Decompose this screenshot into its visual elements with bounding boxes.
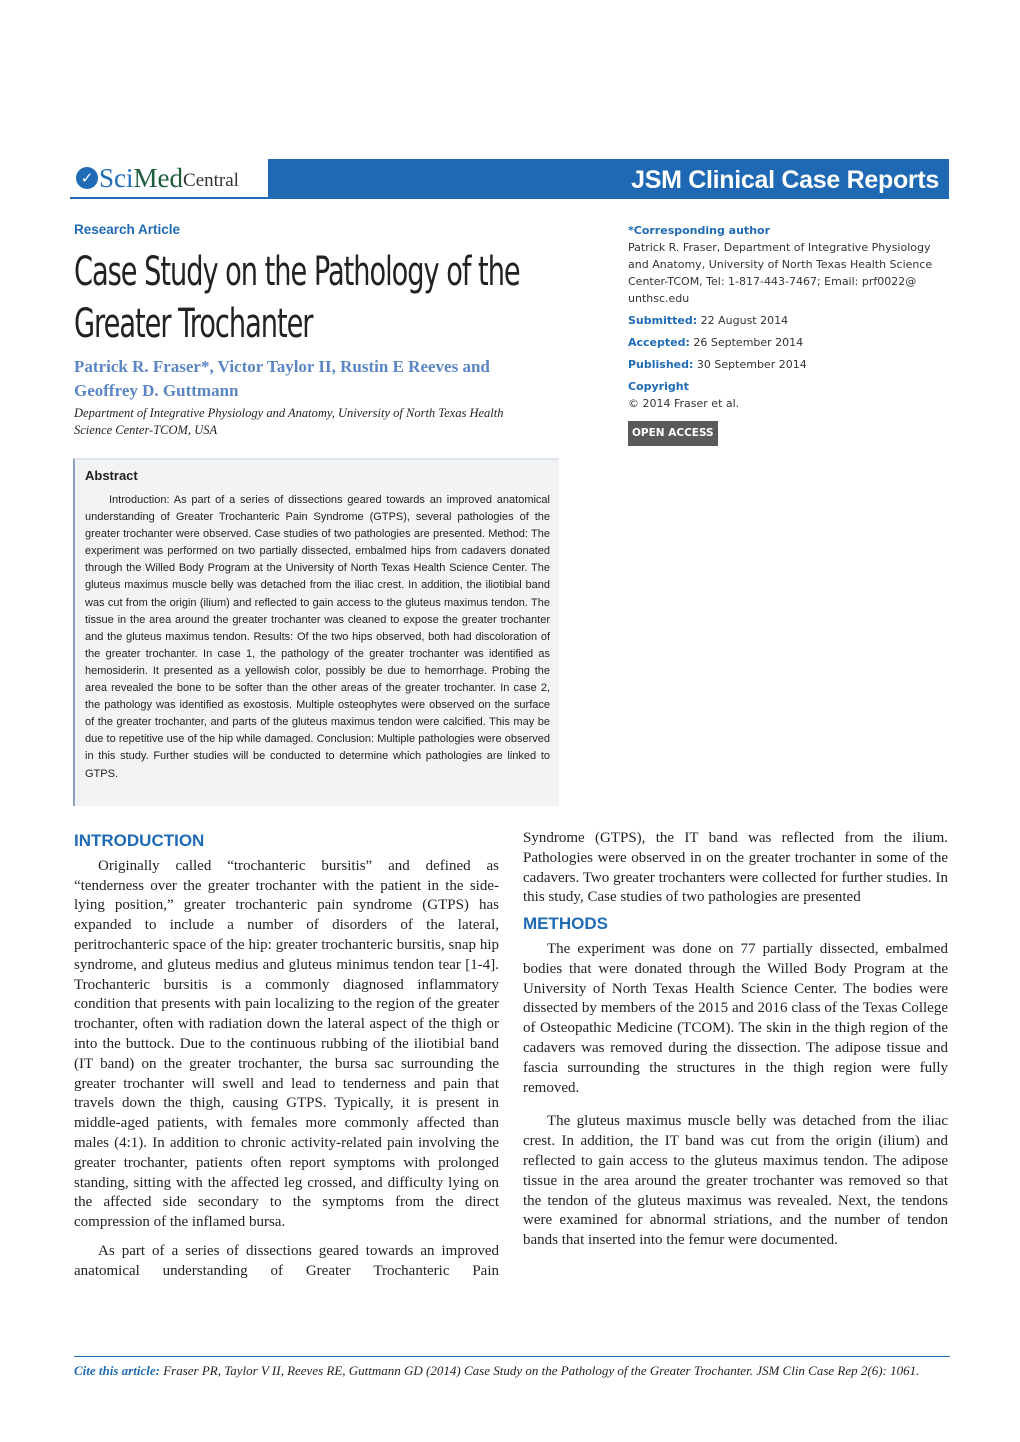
methods-paragraph-1: The experiment was done on 77 partially dissected, embalmed bodies that were donated through the Willed Body Program at the University of North Texas Health Science Center. The bodies were dissected by members of the 2015 and 2016 class of the Texas College of Osteopathic Medicine (TCOM). The skin in the thigh region of the cadavers was removed during the dissection. The adipose tissue and fascia surrounding the structures in the thigh region were fully removed. <box>523 940 948 1096</box>
authors: Patrick R. Fraser*, Victor Taylor II, Rustin E Reeves and Geoffrey D. Guttmann <box>74 357 490 400</box>
article-info-sidebar <box>628 222 953 446</box>
accepted-date <box>628 334 953 351</box>
citation-label: Cite this article: <box>74 1363 160 1378</box>
abstract-box <box>73 458 559 806</box>
right-column <box>523 829 948 1260</box>
affiliation: Department of Integrative Physiology and Anatomy, University of North Texas Health Science Center-TCOM, USA <box>74 406 504 437</box>
copyright-text: © 2014 Fraser et al. <box>628 397 740 410</box>
intro-paragraph-2-end: Syndrome (GTPS), the IT band was reflected from the ilium. Pathologies were observed in on the greater trochanter in some of the cadavers. Two greater trochanters were collected for further studies. In this study, Case studies of two pathologies are presented <box>523 830 948 906</box>
check-icon: ✓ <box>76 167 98 189</box>
introduction-heading: INTRODUCTION <box>74 831 205 850</box>
intro-paragraph-1: Originally called “trochanteric bursitis” and defined as “tenderness over the greater trochanter with the patient in the side-lying position,” greater trochanteric pain syndrome (GTPS) has expanded to include a number of disorders of the lateral, peritrochanteric space of the hip: greater trochanteric bursitis, snap hip syndrome, and gluteus medius and gluteus minimus tendon tear [1-4]. Trochanteric bursitis is a commonly diagnosed inflammatory condition that presents with pain localizing to the region of the greater trochanter, often with radiation down the lateral aspect of the thigh or into the buttock. Due to the continuous rubbing of the iliotibial band (IT band) on the greater trochanter, the bursa sac surrounding the greater trochanter will swell and lead to tenderness and pain that travels down the thigh, causing GTPS. Typically, it is present in middle-aged patients, with females more commonly affected than males (4:1). In addition to chronic activity-related pain involving the greater trochanter, patients often report symptoms with prolonged standing, sitting with the affected leg crossed, and difficulty lying on the affected side secondary to the symptoms from the direct compression of the inflamed bursa. <box>74 857 499 1231</box>
publisher-logo: ✓ Sci Med Central <box>70 159 268 199</box>
abstract-text: Introduction: As part of a series of dissections geared towards an improved anatomical understanding of Greater Trochanteric Pain Syndrome (GTPS), several pathologies of the greater trochanter were observed. Case studies of two pathologies are presented. Method: The experiment was performed on two partially dissected, embalmed hips from cadavers donated through the Willed Body Program at the University of North Texas Health Science Center. The gluteus maximus muscle belly was detached from the iliac crest. In addition, the iliotibial band was cut from the origin (ilium) and reflected to gain access to the gluteus maximus tendon. The tissue in the area around the greater trochanter was cleaned to expose the greater trochanter and the gluteus maximus tendon. Results: Of the two hips observed, both had discoloration of the greater trochanter. In case 1, the pathology of the greater trochanter was identified as hemosiderin. It presented as a yellowish color, possibly be due to hemorrhage. Probing the area revealed the bone to be softer than the other areas of the greater trochanter. In case 2, the pathology was identified as exostosis. Multiple osteophytes were observed on the surface of the greater trochanter, and parts of the gluteus maximus tendon were calcified. This may be due to repetitive use of the hip while damaged. Conclusion: Multiple pathologies were observed in this study. Further studies will be conducted to determine which pathologies are linked to GTPS. <box>85 494 550 780</box>
published-label: Published: <box>628 358 694 371</box>
abstract-heading: Abstract <box>85 468 138 483</box>
intro-paragraph-2-start: As part of a series of dissections geared towards an improved anatomical understanding of Greater Trochanteric Pain <box>74 1242 499 1279</box>
accepted-label: Accepted: <box>628 336 690 349</box>
published-date <box>628 356 953 373</box>
open-access-badge: OPEN ACCESS <box>628 421 718 446</box>
published-value: 30 September 2014 <box>696 358 807 371</box>
citation-text: Fraser PR, Taylor V II, Reeves RE, Guttmann GD (2014) Case Study on the Pathology of the Greater Trochanter. JSM Clin Case Rep 2(6): 1061. <box>163 1363 920 1378</box>
article-type: Research Article <box>74 222 181 237</box>
article-title: Case Study on the Pathology of the Greater Trochanter <box>74 249 520 347</box>
journal-banner: JSM Clinical Case Reports <box>268 159 949 199</box>
corresponding-author-text: Patrick R. Fraser, Department of Integrative Physiology and Anatomy, University of North Texas Health Science Center-TCOM, Tel: 1-817-443-7467; Email: prf0022@ unthsc.edu <box>628 241 933 305</box>
corresponding-author-label: *Corresponding author <box>628 224 771 237</box>
submitted-value: 22 August 2014 <box>700 314 789 327</box>
copyright-label: Copyright <box>628 380 689 393</box>
accepted-value: 26 September 2014 <box>693 336 804 349</box>
submitted-label: Submitted: <box>628 314 698 327</box>
methods-paragraph-2: The gluteus maximus muscle belly was detached from the iliac crest. In addition, the IT band was cut from the origin (ilium) and reflected to gain access to the gluteus maximus tendon. The adipose tissue in the area around the greater trochanter was removed so that the tendon of the gluteus maximus was revealed. Next, the tendons were examined for abnormal striations, and the number of tendon bands that inserted into the femur were documented. <box>523 1113 948 1249</box>
citation <box>74 1356 950 1379</box>
left-column <box>74 831 499 1291</box>
submitted-date <box>628 312 953 329</box>
methods-heading: METHODS <box>523 914 608 934</box>
